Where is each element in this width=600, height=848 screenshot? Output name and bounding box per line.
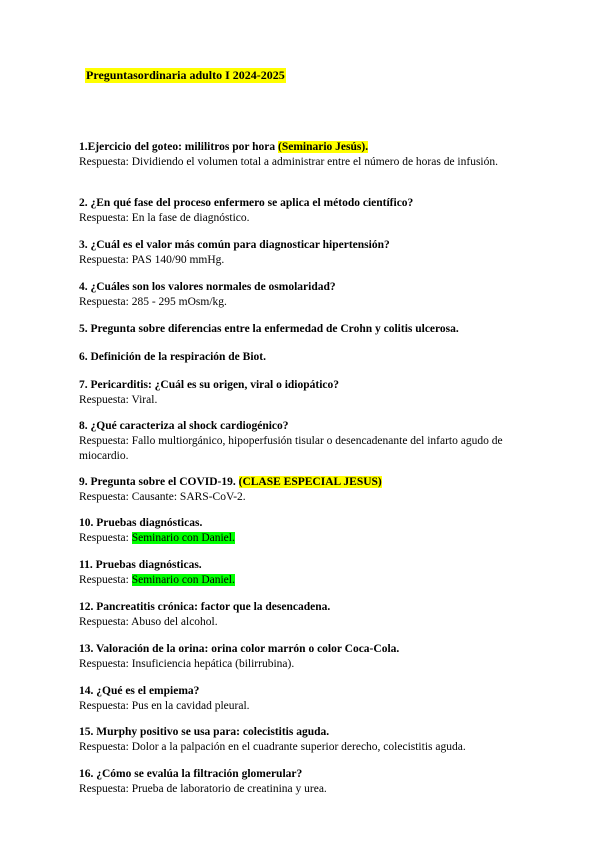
question-block-14 [79,684,519,714]
question-block-4 [79,280,519,310]
question-text: 9. Pregunta sobre el COVID-19. (CLASE ESPECIAL JESUS) [79,476,382,488]
answer-text: Respuesta: PAS 140/90 mmHg. [79,254,225,266]
question-text: 14. ¿Qué es el empiema? [79,685,200,697]
question-text: 1.Ejercicio del goteo: mililitros por hora (Seminario Jesús). [79,141,369,153]
answer-text: Respuesta: En la fase de diagnóstico. [79,212,250,224]
question-block-7 [79,378,519,408]
answer-text: Respuesta: Dolor a la palpación en el cuadrante superior derecho, colecistitis aguda. [79,741,466,753]
answer-text: Respuesta: Fallo multiorgánico, hipoperfusión tisular o desencadenante del infarto agudo de miocardio. [79,435,503,462]
question-text: 3. ¿Cuál es el valor más común para diagnosticar hipertensión? [79,239,390,251]
question-block-10 [79,516,519,546]
question-text: 8. ¿Qué caracteriza al shock cardiogénico? [79,420,289,432]
answer-text: Respuesta: Seminario con Daniel. [79,532,235,544]
answer-text: Respuesta: Pus en la cavidad pleural. [79,700,250,712]
highlighted-answer: Seminario con Daniel. [131,574,235,586]
question-text: 7. Pericarditis: ¿Cuál es su origen, viral o idiopático? [79,379,340,391]
question-block-13 [79,642,519,672]
page-title: Preguntasordinaria adulto I 2024-2025 [86,68,285,82]
question-block-9 [79,475,519,505]
answer-text: Respuesta: Causante: SARS-CoV-2. [79,491,246,503]
question-text: 4. ¿Cuáles son los valores normales de osmolaridad? [79,281,336,293]
question-block-1 [79,140,519,170]
question-text: 10. Pruebas diagnósticas. [79,517,203,529]
answer-text: Respuesta: Seminario con Daniel. [79,574,235,586]
question-block-15 [79,725,519,755]
question-block-2 [79,196,519,226]
highlighted-answer: Seminario con Daniel. [131,532,235,544]
question-block-16 [79,767,519,797]
answer-text: Respuesta: 285 - 295 mOsm/kg. [79,296,227,308]
question-block-5 [79,322,519,337]
question-block-12 [79,600,519,630]
question-text: 6. Definición de la respiración de Biot. [79,351,266,363]
answer-text: Respuesta: Prueba de laboratorio de creatinina y urea. [79,783,327,795]
question-text: 2. ¿En qué fase del proceso enfermero se aplica el método científico? [79,197,414,209]
question-block-3 [79,238,519,268]
question-text: 15. Murphy positivo se usa para: colecistitis aguda. [79,726,330,738]
question-block-8 [79,419,519,464]
question-text: 13. Valoración de la orina: orina color marrón o color Coca-Cola. [79,643,400,655]
answer-text: Respuesta: Viral. [79,394,158,406]
question-block-6 [79,350,519,365]
answer-text: Respuesta: Abuso del alcohol. [79,616,218,628]
answer-text: Respuesta: Dividiendo el volumen total a administrar entre el número de horas de infusión. [79,156,499,168]
question-text: 16. ¿Cómo se evalúa la filtración glomerular? [79,768,303,780]
question-text: 5. Pregunta sobre diferencias entre la enfermedad de Crohn y colitis ulcerosa. [79,323,459,335]
question-text: 12. Pancreatitis crónica: factor que la desencadena. [79,601,331,613]
question-text: 11. Pruebas diagnósticas. [79,559,202,571]
answer-text: Respuesta: Insuficiencia hepática (bilirrubina). [79,658,295,670]
question-block-11 [79,558,519,588]
